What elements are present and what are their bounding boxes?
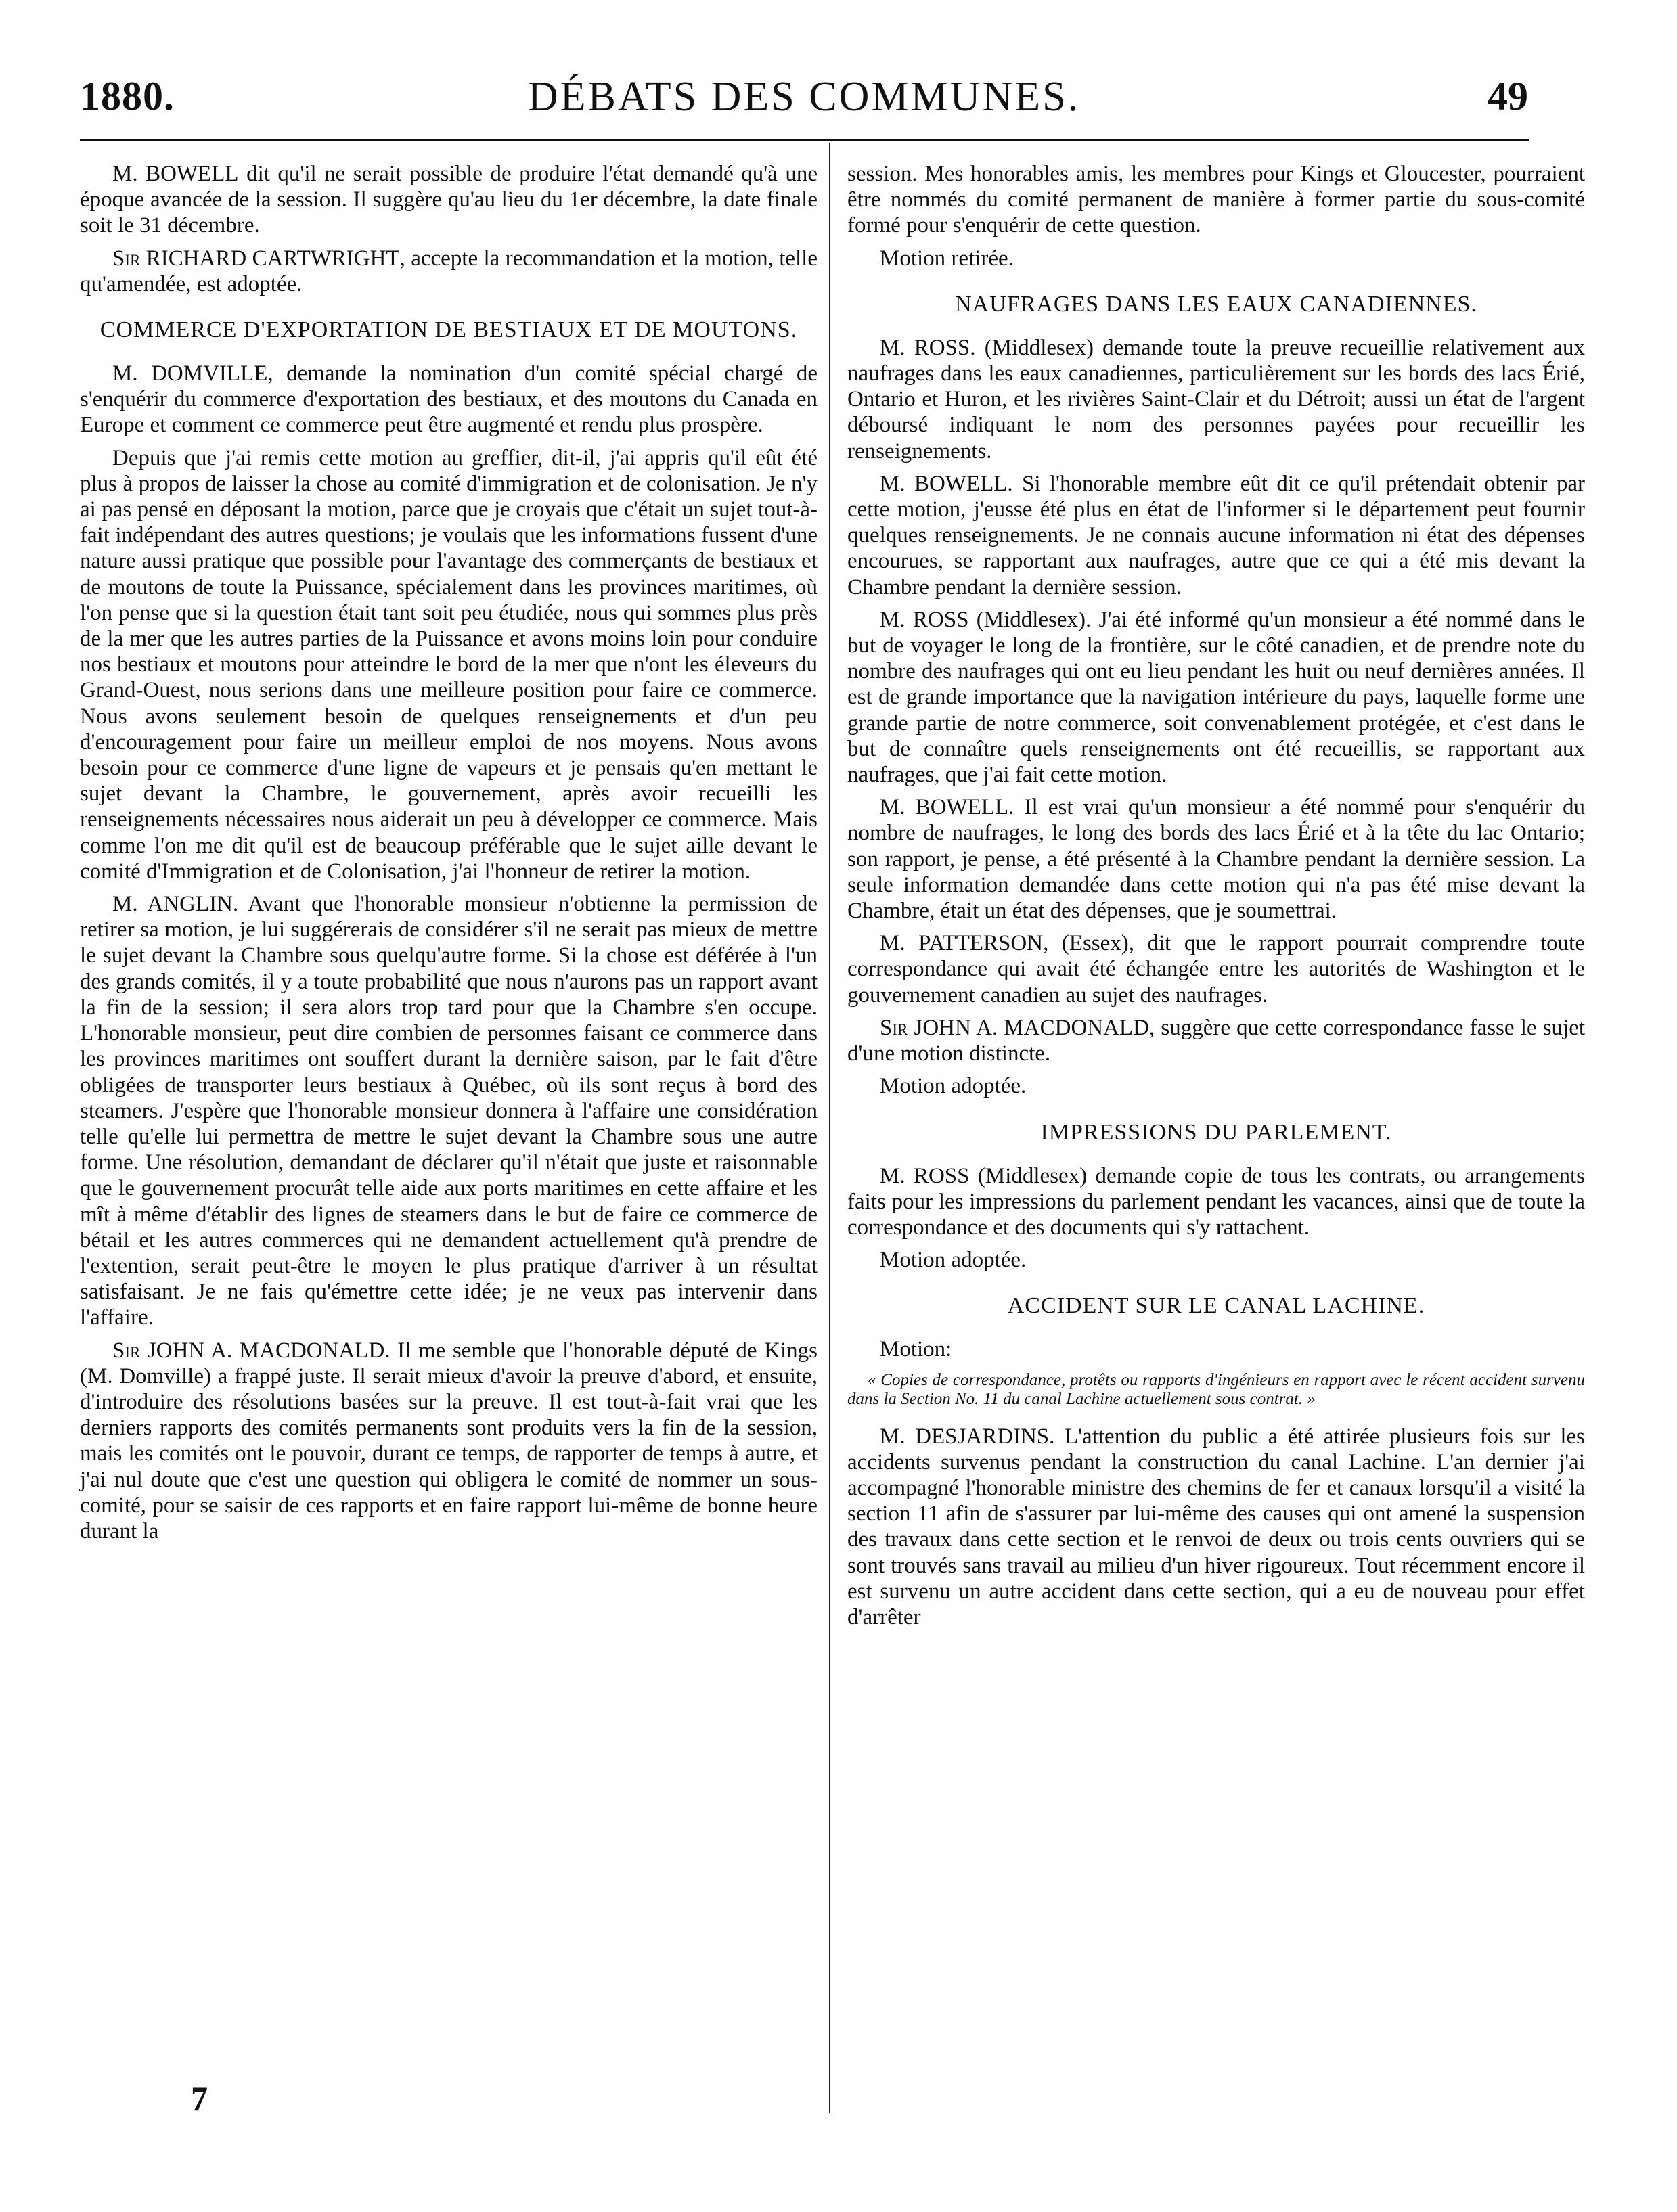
speaker-name: M. ROSS. xyxy=(880,335,976,360)
speaker-name: M. DESJARDINS. xyxy=(880,1424,1055,1449)
header-title: DÉBATS DES COMMUNES. xyxy=(527,74,1081,120)
paragraph-text: session. Mes honorables amis, les membres pour Kings et Gloucester, pourraient être nommés du comité permanent de manière à former partie du sous-comité formé pour s'enquérir de cette question. xyxy=(847,162,1585,238)
paragraph xyxy=(847,246,1585,271)
paragraph xyxy=(847,1336,1585,1362)
paragraph xyxy=(80,161,818,239)
speaker-name: Sir JOHN A. MACDONALD, xyxy=(880,1015,1155,1040)
paragraph xyxy=(847,1424,1585,1631)
page-number: 49 xyxy=(1488,74,1528,118)
paragraph-text: Motion: xyxy=(880,1337,952,1362)
block-quote: « Copies de correspondance, protêts ou rapports d'ingénieurs en rapport avec le récent accident survenu dans la Section No. 11 du canal Lachine actuellement sous contrat. » xyxy=(847,1370,1585,1408)
paragraph-text: Motion adoptée. xyxy=(880,1074,1027,1099)
paragraph-text: (Essex), dit que le rapport pourrait comprendre toute correspondance qui avait été échangée entre les autorités de Washington et le gouvernement canadien au sujet des naufrages. xyxy=(847,931,1585,1008)
speaker-name: M. BOWELL xyxy=(112,162,239,186)
speaker-name: M. ANGLIN. xyxy=(112,892,239,917)
speaker-name: Sir JOHN A. MACDONALD. xyxy=(112,1338,390,1363)
speaker-name: M. ROSS xyxy=(880,607,969,632)
speaker-name: M. ROSS xyxy=(880,1163,970,1188)
paragraph-text: Avant que l'honorable monsieur n'obtienne la permission de retirer sa motion, je lui suggérerais de considérer s'il ne serait pas mieux de mettre le sujet devant la Chambre sous quelqu'autre forme. Si la chose est déférée à l'un des grands comités, il y a toute probabilité que nous n'aurons pas un rapport avant la fin de la session; il sera alors trop tard pour que la Chambre s'en occupe. L'honorable monsieur, peut dire combien de personnes faisant ce commerce dans les provinces maritimes ont souffert durant la dernière saison, par le fait d'être obligées de transporter leurs bestiaux à Québec, où ils sont reçus à bord des steamers. J'espère que l'honorable monsieur donnera à l'affaire une considération telle qu'elle lui permettra de mettre le sujet devant la Chambre sous une autre forme. Une résolution, demandant de déclarer qu'il n'était que juste et raisonnable que le gouvernement procurât telle aide aux ports maritimes en cette affaire et les mît à même d'établir des lignes de steamers dans le but de faire ce commerce de bétail et les autres commerces qui ne demandent actuellement qu'à prendre de l'extention, serait peut-être le moyen le plus pratique d'arriver à un résultat satisfaisant. Je ne fais qu'émettre cette idée; je ne veux pas intervenir dans l'affaire. xyxy=(80,892,818,1330)
section-heading: COMMERCE D'EXPORTATION DE BESTIAUX ET DE MOUTONS. xyxy=(99,317,798,343)
paragraph-text: dit qu'il ne serait possible de produire l'état demandé qu'à une époque avancée de la session. Il suggère qu'au lieu du 1er décembre, la date finale soit le 31 décembre. xyxy=(80,162,818,238)
left-column xyxy=(80,161,818,1551)
header-year: 1880. xyxy=(80,74,175,118)
paragraph xyxy=(80,445,818,884)
running-head xyxy=(80,73,1528,134)
paragraph-text: L'attention du public a été attirée plusieurs fois sur les accidents survenus pendant la construction du canal Lachine. L'an dernier j'ai accompagné l'honorable ministre des chemins de fer et canaux lorsqu'il a visité la section 11 afin de s'assurer par lui-même des causes qui ont amené la suspension des travaux dans cette section et le renvoi de deux ou trois cents ouvriers qui se sont trouvés sans travail au milieu d'un hiver rigoureux. Tout récemment encore il est survenu un autre accident dans cette section, qui a eu de nouveau pour effet d'arrêter xyxy=(847,1424,1586,1629)
section-heading: IMPRESSIONS DU PARLEMENT. xyxy=(1040,1119,1392,1145)
paragraph-text: (Middlesex). J'ai été informé qu'un monsieur a été nommé dans le but de voyager le long de la frontière, sur le côté canadien, et de prendre note du nombre des naufrages qui ont eu lieu pendant les huit ou neuf dernières années. Il est de grande importance que la navigation intérieure du pays, laquelle forme une grande partie de notre commerce, soit convenablement protégée, et c'est dans le but de connaître quels renseignements ont été recueillis, se rapportant aux naufrages, que j'ai fait cette motion. xyxy=(847,607,1586,788)
paragraph-text: (Middlesex) demande toute la preuve recueillie relativement aux naufrages dans les eaux canadiennes, particulièrement sur les bords des lacs Érié, Ontario et Huron, et les rivières Saint-Clair et du Détroit; aussi un état de l'argent déboursé indiquant le nom des personnes payées pour recueillir les renseignements. xyxy=(847,335,1586,464)
paragraph xyxy=(847,161,1585,239)
column-divider xyxy=(829,143,830,2113)
section-heading: NAUFRAGES DANS LES EAUX CANADIENNES. xyxy=(955,291,1477,317)
paragraph xyxy=(80,891,818,1330)
paragraph-text: , accepte la recommandation et la motion, telle qu'amendée, est adoptée. xyxy=(80,246,818,296)
paragraph xyxy=(847,1247,1585,1273)
paragraph-text: Il me semble que l'honorable député de Kings (M. Domville) a frappé juste. Il serait mieux d'avoir la preuve d'abord, et ensuite, d'introduire des résolutions basées sur la preuve. Il est tout-à-fait vrai que les derniers rapports des comités permanents sont produits vers la fin de la session, mais les comités ont le pouvoir, durant ce temps, de rapporter de temps à autre, et j'ai nul doute que c'est une question qui obligera le comité de nommer un sous-comité, pour se saisir de ces rapports et en faire rapport lui-même de bonne heure durant la xyxy=(80,1338,818,1543)
paragraph-text: (Middlesex) demande copie de tous les contrats, ou arrangements faits pour les impressions du parlement pendant les vacances, ainsi que de toute la correspondance et des documents qui s'y rattachent. xyxy=(847,1163,1586,1240)
right-column xyxy=(847,161,1585,1637)
paragraph xyxy=(847,930,1585,1008)
paragraph-text: Motion adoptée. xyxy=(880,1248,1027,1273)
paragraph xyxy=(80,361,818,438)
paragraph xyxy=(847,1163,1585,1241)
paragraph-text: Depuis que j'ai remis cette motion au greffier, dit-il, j'ai appris qu'il eût été plus à propos de laisser la chose au comité d'immigration et de colonisation. Je n'y ai pas pensé en déposant la motion, parce que je croyais que c'était un sujet tout-à-fait indépendant des autres questions; je voulais que les informations fussent d'une nature aussi pratique que possible pour l'avantage des commerçants de bestiaux et de moutons de toute la Puissance, spécialement dans les provinces maritimes, où l'on pense que si la question était tant soit peu étudiée, nous qui sommes plus près de la mer que les autres parties de la Puissance et avons moins loin pour conduire nos bestiaux et moutons pour atteindre le bord de la mer que n'ont les éleveurs du Grand-Ouest, nous serions dans une meilleure position pour faire ce commerce. Nous avons seulement besoin de quelques renseignements et d'un peu d'encouragement pour faire un meilleur emploi de nos moyens. Nous avons besoin pour ce commerce d'une ligne de vapeurs et je pensais qu'en mettant le sujet devant la Chambre, le gouvernement, après avoir recueilli les renseignements nécessaires nous aiderait un peu à développer ce commerce. Mais comme l'on me dit qu'il est de beaucoup préférable que le sujet aille devant le comité d'Immigration et de Colonisation, j'ai l'honneur de retirer la motion. xyxy=(80,445,818,884)
paragraph-text: Si l'honorable membre eût dit ce qu'il prétendait obtenir par cette motion, j'eusse été plus en état de l'informer si le département peut fournir quelques renseignements. Je ne connais aucune information ni état des dépenses encourues, se rapportant aux naufrages, autre que ce qui a été mis devant la Chambre pendant la dernière session. xyxy=(847,471,1586,600)
paragraph xyxy=(847,335,1585,464)
speaker-name: M. DOMVILLE xyxy=(112,361,268,386)
paragraph xyxy=(847,471,1585,600)
paragraph-text: suggère que cette correspondance fasse le sujet d'une motion distincte. xyxy=(847,1015,1586,1066)
paragraph xyxy=(847,607,1585,788)
header-rule xyxy=(80,139,1529,141)
paragraph-text: , demande la nomination d'un comité spécial chargé de s'enquérir du commerce d'exportation des bestiaux, et des moutons du Canada en Europe et comment ce commerce peut être augmenté et rendu plus prospère. xyxy=(80,361,818,438)
speaker-name: M. BOWELL. xyxy=(880,795,1014,820)
speaker-name: M. BOWELL. xyxy=(880,471,1013,496)
paragraph-text: Il est vrai qu'un monsieur a été nommé pour s'enquérir du nombre de naufrages, le long des bords des lacs Érié et à la tête du lac Ontario; son rapport, je pense, a été présenté à la Chambre pendant la dernière session. La seule information demandée dans cette motion qui n'a pas été mise devant la Chambre, était un état des dépenses, que je soumettrai. xyxy=(847,795,1585,924)
paragraph-text: Motion retirée. xyxy=(880,246,1014,271)
paragraph xyxy=(847,794,1585,924)
section-heading: ACCIDENT SUR LE CANAL LACHINE. xyxy=(1007,1293,1425,1319)
speaker-name: M. PATTERSON, xyxy=(880,931,1049,956)
paragraph xyxy=(80,246,818,297)
signature-mark: 7 xyxy=(191,2079,208,2117)
paragraph xyxy=(80,1338,818,1545)
paragraph xyxy=(847,1073,1585,1099)
paragraph xyxy=(847,1015,1585,1066)
speaker-name: Sir RICHARD CARTWRIGHT xyxy=(112,246,400,271)
